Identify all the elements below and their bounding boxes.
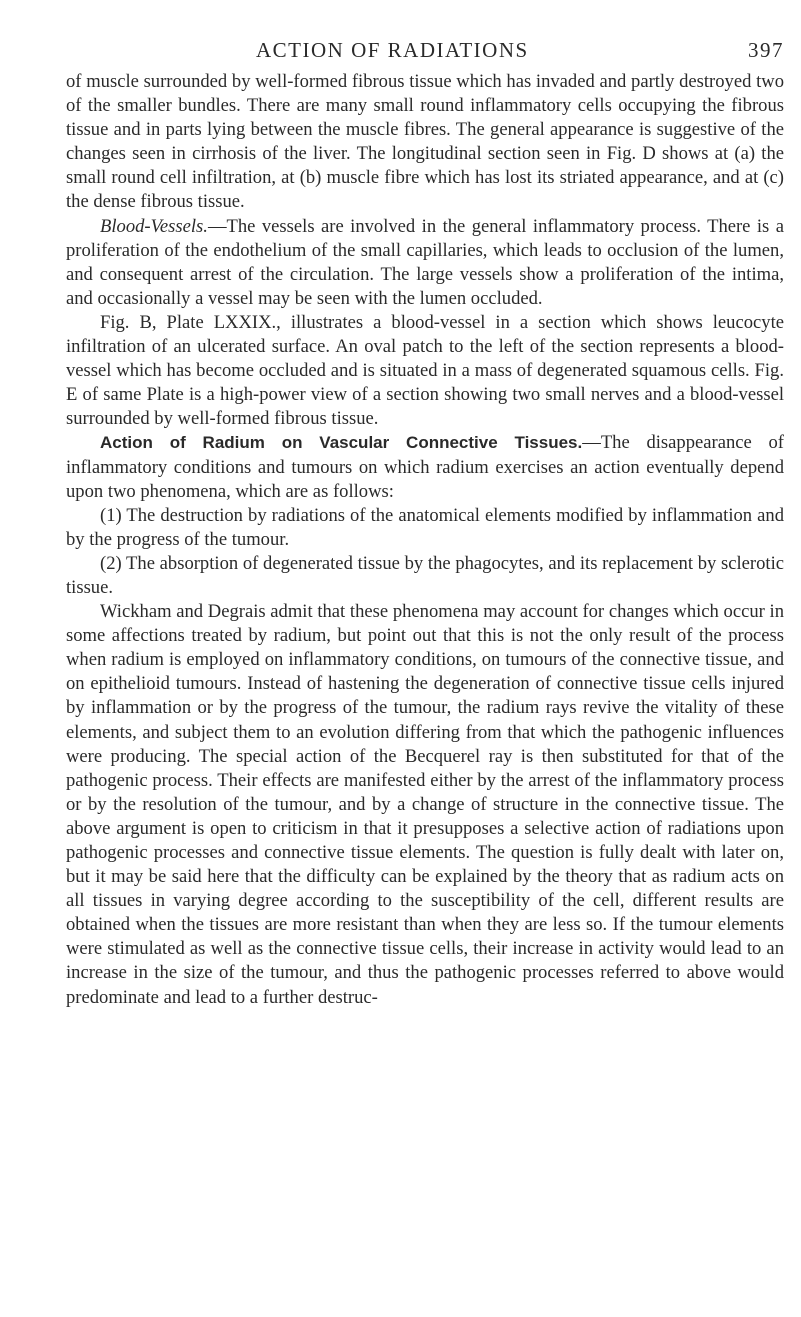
- running-head: [66, 30, 784, 70]
- blood-vessels-heading: Blood-Vessels.: [100, 215, 208, 237]
- paragraph-wickham-degrais: Wickham and Degrais admit that these phenomena may account for changes which occur in some affections treated by radium, but point out that this is not the only result of the process when radium is employed on inflammatory conditions, on tumours of the connective tissue, and on epithelioid tumours. Instead of hastening the degeneration of connective tissue cells injured by inflammation or by the progress of the tumour, the radium rays revive the vitality of these elements, and subject them to an evolution differing from that which the pathogenic influences were producing. The special action of the Becquerel ray is then substituted for that of the pathogenic process. Their effects are manifested either by the arrest of the inflammatory process or by the resolution of the tumour, and by a change of structure in the connective tissue. The above argument is open to criticism in that it presupposes a selective action of radiations upon pathogenic processes and connective tissue elements. The question is fully dealt with later on, but it may be said here that the difficulty can be explained by the theory that as radium acts on all tissues in varying degree according to the susceptibility of the cell, different results are obtained when the tissues are more resistant than when they are less so. If the tumour elements were stimulated as well as the connective tissue cells, their increase in activity would lead to an increase in the size of the tumour, and thus the pathogenic processes referred to above would predominate and lead to a further destruc-: [66, 601, 784, 1008]
- book-page: [66, 30, 784, 1010]
- paragraph-action-of-radium: [66, 431, 784, 503]
- action-of-radium-text: —The disappearance of inflammatory conditions and tumours on which radium exercises an action eventually depend upon two phenomena, which are as follows:: [66, 432, 784, 502]
- blood-vessels-text: —The vessels are involved in the general inflammatory process. There is a proliferation of the endothelium of the small capillaries, which leads to occlusion of the lumen, and consequent arrest of the circulation. The large vessels show a proliferation of the intima, and occasionally a vessel may be seen with the lumen occluded.: [66, 215, 784, 309]
- body-text: [66, 70, 784, 1010]
- action-of-radium-heading: Action of Radium on Vascular Connective Tissues.: [100, 433, 583, 453]
- paragraph-muscle: of muscle surrounded by well-formed fibrous tissue which has invaded and partly destroyed two of the smaller bundles. There are many small round inflammatory cells occupying the fibrous tissue and in parts lying between the muscle fibres. The general appearance is suggestive of the changes seen in cirrhosis of the liver. The longitudinal section seen in Fig. D shows at (a) the small round cell infiltration, at (b) muscle fibre which has lost its striated appearance, and at (c) the dense fibrous tissue.: [66, 71, 784, 213]
- page-number: 397: [748, 38, 784, 62]
- paragraph-item-2: (2) The absorption of degenerated tissue by the phagocytes, and its replacement by sclerotic tissue.: [66, 552, 784, 598]
- paragraph-fig-b: Fig. B, Plate LXXIX., illustrates a blood-vessel in a section which shows leucocyte infiltration of an ulcerated surface. An oval patch to the left of the section represents a blood-vessel which has become occluded and is situated in a mass of degenerated squamous cells. Fig. E of same Plate is a high-power view of a section showing two small nerves and a blood-vessel surrounded by well-formed fibrous tissue.: [66, 311, 784, 430]
- paragraph-blood-vessels: [66, 215, 784, 311]
- paragraph-item-1: (1) The destruction by radiations of the anatomical elements modified by inflammation and by the progress of the tumour.: [66, 504, 784, 550]
- running-title: ACTION OF RADIATIONS: [256, 38, 529, 62]
